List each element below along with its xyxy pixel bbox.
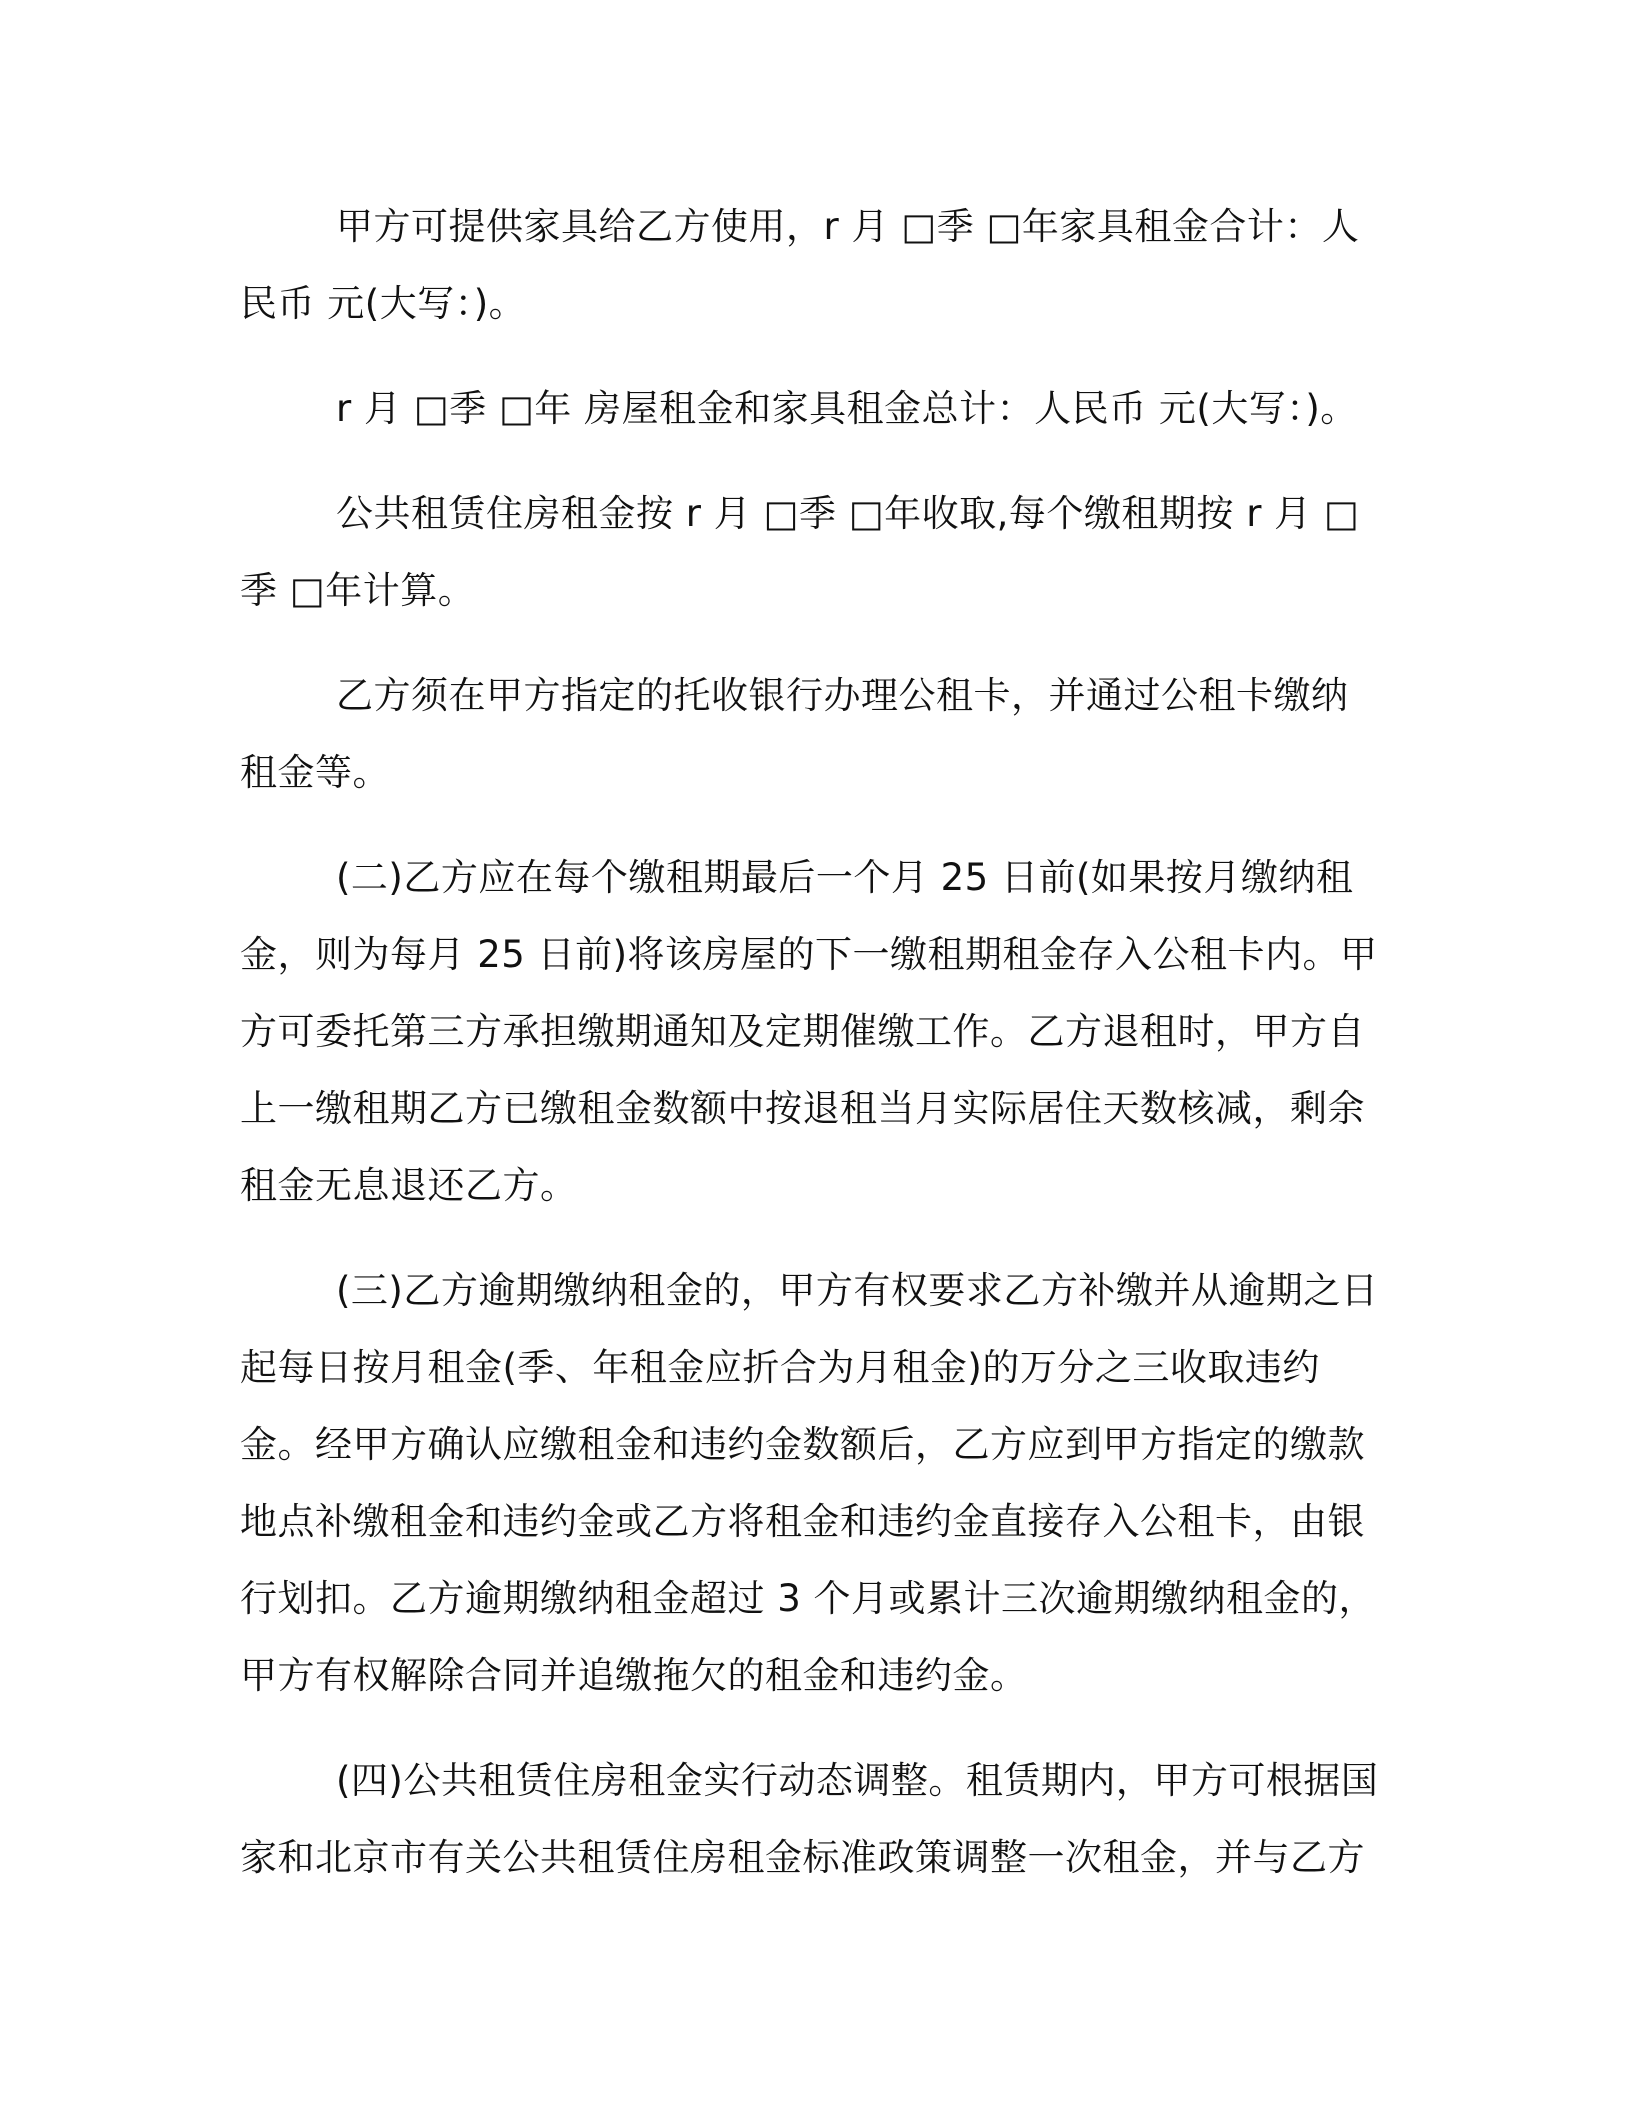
paragraph-clause-4: (四)公共租赁住房租金实行动态调整。租赁期内，甲方可根据国家和北京市有关公共租赁住房租金标准政策调整一次租金，并与乙方 bbox=[240, 1759, 1379, 1879]
paragraph-clause-3: (三)乙方逾期缴纳租金的，甲方有权要求乙方补缴并从逾期之日起每日按月租金(季、年租金应折合为月租金)的万分之三收取违约金。经甲方确认应缴租金和违约金数额后，乙方应到甲方指定的缴款地点补缴租金和违约金或乙方将租金和违约金直接存入公租卡，由银行划扣。乙方逾期缴纳租金超过 3 个月或累计三次逾期缴纳租金的，甲方有权解除合同并追缴拖欠的租金和违约金。 bbox=[240, 1269, 1379, 1697]
document-body bbox=[240, 188, 1380, 1924]
paragraph-collection-period: 公共租赁住房租金按 r 月 □季 □年收取,每个缴租期按 r 月 □季 □年计算。 bbox=[240, 492, 1360, 612]
paragraph-clause-2: (二)乙方应在每个缴租期最后一个月 25 日前(如果按月缴纳租金，则为每月 25 日前)将该房屋的下一缴租期租金存入公租卡内。甲方可委托第三方承担缴期通知及定期催缴工作。乙方退租时，甲方自上一缴租期乙方已缴租金数额中按退租当月实际居住天数核减，剩余租金无息退还乙方。 bbox=[240, 856, 1378, 1207]
paragraph-furniture-rent: 甲方可提供家具给乙方使用，r 月 □季 □年家具租金合计：人民币 元(大写：)。 bbox=[240, 205, 1360, 325]
paragraph-rent-card: 乙方须在甲方指定的托收银行办理公租卡，并通过公租卡缴纳租金等。 bbox=[240, 674, 1349, 794]
paragraph-total-rent: r 月 □季 □年 房屋租金和家具租金总计：人民币 元(大写：)。 bbox=[336, 387, 1358, 430]
